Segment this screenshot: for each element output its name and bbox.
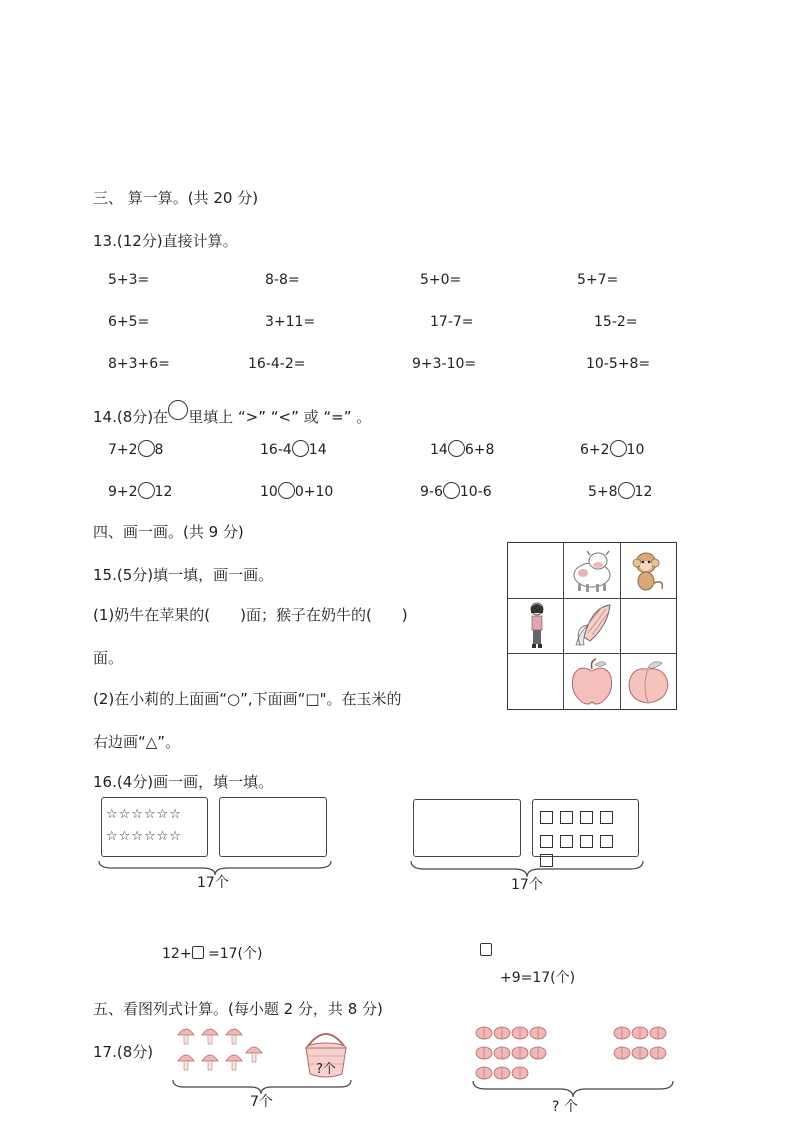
- calc-3-2: 16-4-2=: [248, 356, 306, 372]
- total-right-17: ? 个: [552, 1099, 578, 1115]
- compare-right: 0+10: [294, 484, 334, 500]
- q13-title: 13.(12分)直接计算。: [93, 232, 238, 250]
- calc-3-1: 8+3+6=: [108, 356, 170, 372]
- calc-2-1: 6+5=: [108, 314, 150, 330]
- empty-draw-box-left[interactable]: [219, 797, 327, 857]
- compare-left: 9+2: [108, 484, 138, 500]
- compare-left: 10: [260, 484, 278, 500]
- q17-title: 17.(8分): [93, 1043, 154, 1061]
- position-grid: [507, 542, 677, 710]
- equation-left: [162, 943, 262, 963]
- calc-1-1: 5+3=: [108, 272, 150, 288]
- compare-right: 10: [626, 442, 645, 458]
- circle-icon: [168, 400, 188, 420]
- peach-icon: [624, 657, 674, 707]
- eq-left-prefix: 12+: [162, 946, 192, 962]
- q14-title-suffix: 里填上 “>” “<” 或 “=” 。: [188, 408, 372, 426]
- calc-1-2: 8-8=: [265, 272, 300, 288]
- compare-4: [580, 440, 644, 458]
- squares-box: [532, 799, 639, 857]
- stars-row-1: ☆☆☆☆☆☆: [106, 807, 182, 822]
- answer-square[interactable]: [480, 943, 492, 956]
- calc-3-3: 9+3-10=: [412, 356, 477, 372]
- basket-label: ?个: [316, 1062, 336, 1077]
- compare-right: 10-6: [459, 484, 492, 500]
- q15-line1: (1)奶牛在苹果的( )面；猴子在奶牛的( ): [93, 606, 408, 624]
- equation-right: +9=17(个): [500, 970, 576, 986]
- q15-line3: (2)在小莉的上面画“○”,下面画“□"。在玉米的: [93, 690, 402, 708]
- compare-circle[interactable]: [448, 440, 465, 457]
- section-4-title: 四、画一画。(共 9 分): [93, 523, 244, 541]
- squares-row-1: [540, 809, 620, 828]
- calc-2-2: 3+11=: [265, 314, 316, 330]
- q15-line2: 面。: [93, 649, 124, 667]
- compare-left: 5+8: [588, 484, 618, 500]
- calc-2-4: 15-2=: [594, 314, 638, 330]
- section-3-title: 三、 算一算。(共 20 分): [93, 189, 259, 207]
- q15-line4: 右边画“△”。: [93, 733, 181, 751]
- compare-circle[interactable]: [292, 440, 309, 457]
- corn-icon: [570, 601, 616, 649]
- compare-1: [108, 440, 163, 458]
- compare-6: [260, 482, 333, 500]
- q14-title: [93, 400, 371, 427]
- total-right-16: 17个: [511, 877, 543, 893]
- compare-circle[interactable]: [610, 440, 627, 457]
- compare-right: 6+8: [464, 442, 495, 458]
- calc-3-4: 10-5+8=: [586, 356, 651, 372]
- compare-circle[interactable]: [443, 482, 460, 499]
- compare-5: [108, 482, 172, 500]
- cow-icon: [568, 549, 616, 593]
- q16-title: 16.(4分)画一画，填一填。: [93, 773, 274, 791]
- total-left-16: 17个: [197, 875, 229, 891]
- compare-circle[interactable]: [138, 440, 155, 457]
- stars-row-2: ☆☆☆☆☆☆: [106, 829, 182, 844]
- stars-box: [101, 797, 208, 857]
- q15-title: 15.(5分)填一填，画一画。: [93, 566, 274, 584]
- eq-left-suffix: =17(个): [203, 946, 263, 962]
- calc-1-4: 5+7=: [577, 272, 619, 288]
- total-left-17: 7个: [250, 1094, 273, 1110]
- compare-circle[interactable]: [278, 482, 295, 499]
- compare-7: [420, 482, 492, 500]
- apple-icon: [568, 657, 616, 707]
- compare-circle[interactable]: [618, 482, 635, 499]
- compare-right: 8: [154, 442, 164, 458]
- mushroom-icon: [178, 1029, 194, 1044]
- monkey-icon: [626, 549, 670, 593]
- compare-right: 14: [308, 442, 327, 458]
- compare-left: 7+2: [108, 442, 138, 458]
- compare-left: 9-6: [420, 484, 443, 500]
- calc-2-3: 17-7=: [430, 314, 474, 330]
- compare-2: [260, 440, 327, 458]
- compare-right: 12: [154, 484, 173, 500]
- empty-draw-box-right[interactable]: [413, 799, 521, 857]
- q14-title-prefix: 14.(8分)在: [93, 408, 169, 426]
- mushrooms-group: [176, 1023, 266, 1075]
- girl-icon: [526, 601, 548, 651]
- section-5-title: 五、看图列式计算。(每小题 2 分，共 8 分): [93, 1000, 383, 1018]
- compare-right: 12: [634, 484, 653, 500]
- compare-3: [430, 440, 494, 458]
- calc-1-3: 5+0=: [420, 272, 462, 288]
- compare-left: 6+2: [580, 442, 610, 458]
- compare-8: [588, 482, 652, 500]
- compare-circle[interactable]: [138, 482, 155, 499]
- compare-left: 14: [430, 442, 448, 458]
- answer-square[interactable]: [192, 946, 204, 959]
- answer-square-right[interactable]: [480, 943, 492, 959]
- compare-left: 16-4: [260, 442, 292, 458]
- pumpkins-group: [476, 1023, 676, 1083]
